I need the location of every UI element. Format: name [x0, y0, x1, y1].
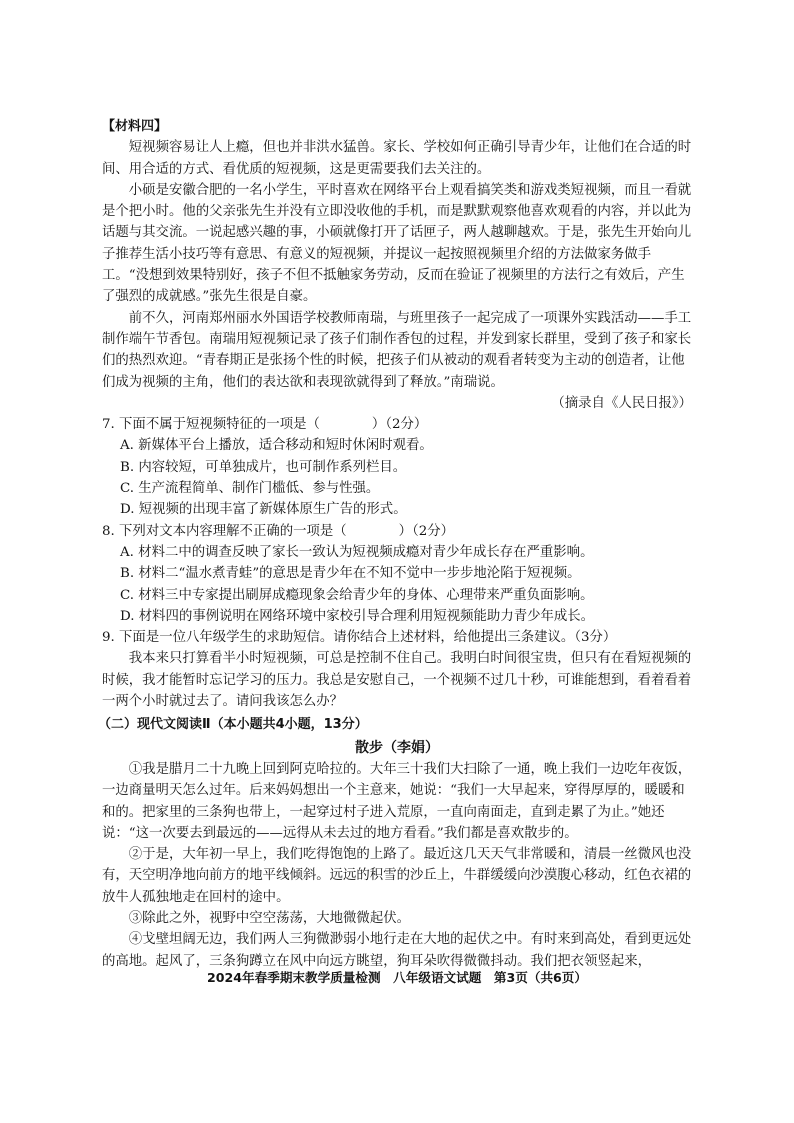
question-8-stem-post: ）（2分）	[398, 523, 455, 539]
question-7-stem-post: ）（2分）	[371, 417, 428, 433]
exam-page	[98, 116, 692, 972]
question-7-option: A. 新媒体平台上播放，适合移动和短时休闲时观看。	[120, 438, 433, 454]
question-8-option: D. 材料四的事例说明在网络环境中家校引导合理利用短视频能助力青少年成长。	[120, 608, 595, 624]
question-7-stem	[102, 414, 692, 435]
page-footer: 2024年春季期末教学质量检测 八年级语文试题 第3页（共6页）	[206, 970, 587, 985]
question-7-option: D. 短视频的出现丰富了新媒体原生广告的形式。	[120, 502, 407, 518]
question-9-message: 我本来只打算看半小时短视频，可总是控制不住自己。我明白时间很宝贵，但只有在看短视频的时候，我才能暂时忘记学习的压力。我总是安慰自己，一个视频不过几十秒，可谁能想到，看着看着一两个小时就过去了。请问我该怎么办？	[102, 651, 692, 710]
section-heading: （二）现代文阅读Ⅱ（本小题共4小题，13分）	[98, 717, 368, 733]
question-7-stem-pre: 7. 下面不属于短视频特征的一项是（	[102, 417, 320, 433]
material-paragraph: 短视频容易让人上瘾，但也并非洪水猛兽。家长、学校如何正确引导青少年，让他们在合适的时间、用合适的方式、看优质的短视频，这是更需要我们去关注的。	[102, 140, 692, 177]
question-8-option: A. 材料二中的调查反映了家长一致认为短视频成瘾对青少年成长存在严重影响。	[120, 544, 594, 560]
question-9-stem: 9. 下面是一位八年级学生的求助短信。请你结合上述材料，给他提出三条建议。（3分）	[102, 630, 617, 646]
material-heading: 【材料四】	[102, 119, 168, 134]
question-7-option: C. 生产流程简单、制作门槛低、参与性强。	[120, 481, 380, 497]
article-title: 散步（李娟）	[355, 739, 439, 756]
question-7-option: B. 内容较短，可单独成片，也可制作系列栏目。	[120, 459, 407, 475]
question-8-stem	[102, 521, 692, 542]
material-source: （摘录自《人民日报》）	[551, 395, 692, 411]
question-8-option: B. 材料二“温水煮青蛙”的意思是青少年在不知不觉中一步步地沦陷于短视频。	[120, 566, 581, 582]
question-8-option: C. 材料三中专家提出刷屏成瘾现象会给青少年的身体、心理带来严重负面影响。	[120, 587, 594, 603]
material-paragraph: 前不久，河南郑州丽水外国语学校教师南瑞，与班里孩子一起完成了一项课外实践活动——手工制作端午节香包。南瑞用短视频记录了孩子们制作香包的过程，并发到家长群里，受到了孩子和家长们的热烈欢迎。“青春期正是张扬个性的时候，把孩子们从被动的观看者转变为主动的创造者，让他们成为视频的主角，他们的表达欲和表现欲就得到了释放。”南瑞说。	[102, 310, 692, 390]
article-paragraph: ③除此之外，视野中空空荡荡，大地微微起伏。	[128, 910, 410, 926]
question-8-stem-pre: 8. 下列对文本内容理解不正确的一项是（	[102, 523, 347, 539]
material-paragraph: 小硕是安徽合肥的一名小学生，平时喜欢在网络平台上观看搞笑类和游戏类短视频，而且一看就是个把小时。他的父亲张先生并没有立即没收他的手机，而是默默观察他喜欢观看的内容，并以此为话题与其交流。一说起感兴趣的事，小硕就像打开了话匣子，两人越聊越欢。于是，张先生开始向儿子推荐生活小技巧等有意思、有意义的短视频，并提议一起按照视频里介绍的方法做家务做手工。“没想到效果特别好，孩子不但不抵触家务劳动，反而在验证了视频里的方法行之有效后，产生了强烈的成就感。”张先生很是自豪。	[102, 182, 692, 305]
article-paragraph: ②于是，大年初一早上，我们吃得饱饱的上路了。最近这几天天气非常暖和，清晨一丝微风也没有，天空明净地向前方的地平线倾斜。远远的积雪的沙丘上，牛群缓缓向沙漠腹心移动，红色衣裙的放牛人孤独地走在回村的途中。	[102, 847, 692, 905]
article-paragraph: ④戈壁坦阔无边，我们两人三狗微渺弱小地行走在大地的起伏之中。有时来到高处，看到更远处的高地。起风了，三条狗蹲立在风中向远方眺望，狗耳朵吹得微微抖动。我们把衣领竖起来，	[102, 932, 692, 969]
article-paragraph: ①我是腊月二十九晚上回到阿克哈拉的。大年三十我们大扫除了一通，晚上我们一边吃年夜饭，一边商量明天怎么过年。后来妈妈想出一个主意来，她说：“我们一大早起来，穿得厚厚的，暖暖和和的。把家里的三条狗也带上，一起穿过村子进入荒原，一直向南面走，直到走累了为止。”她还说：“这一次要去到最远的——远得从未去过的地方看看。”我们都是喜欢散步的。	[102, 761, 692, 841]
